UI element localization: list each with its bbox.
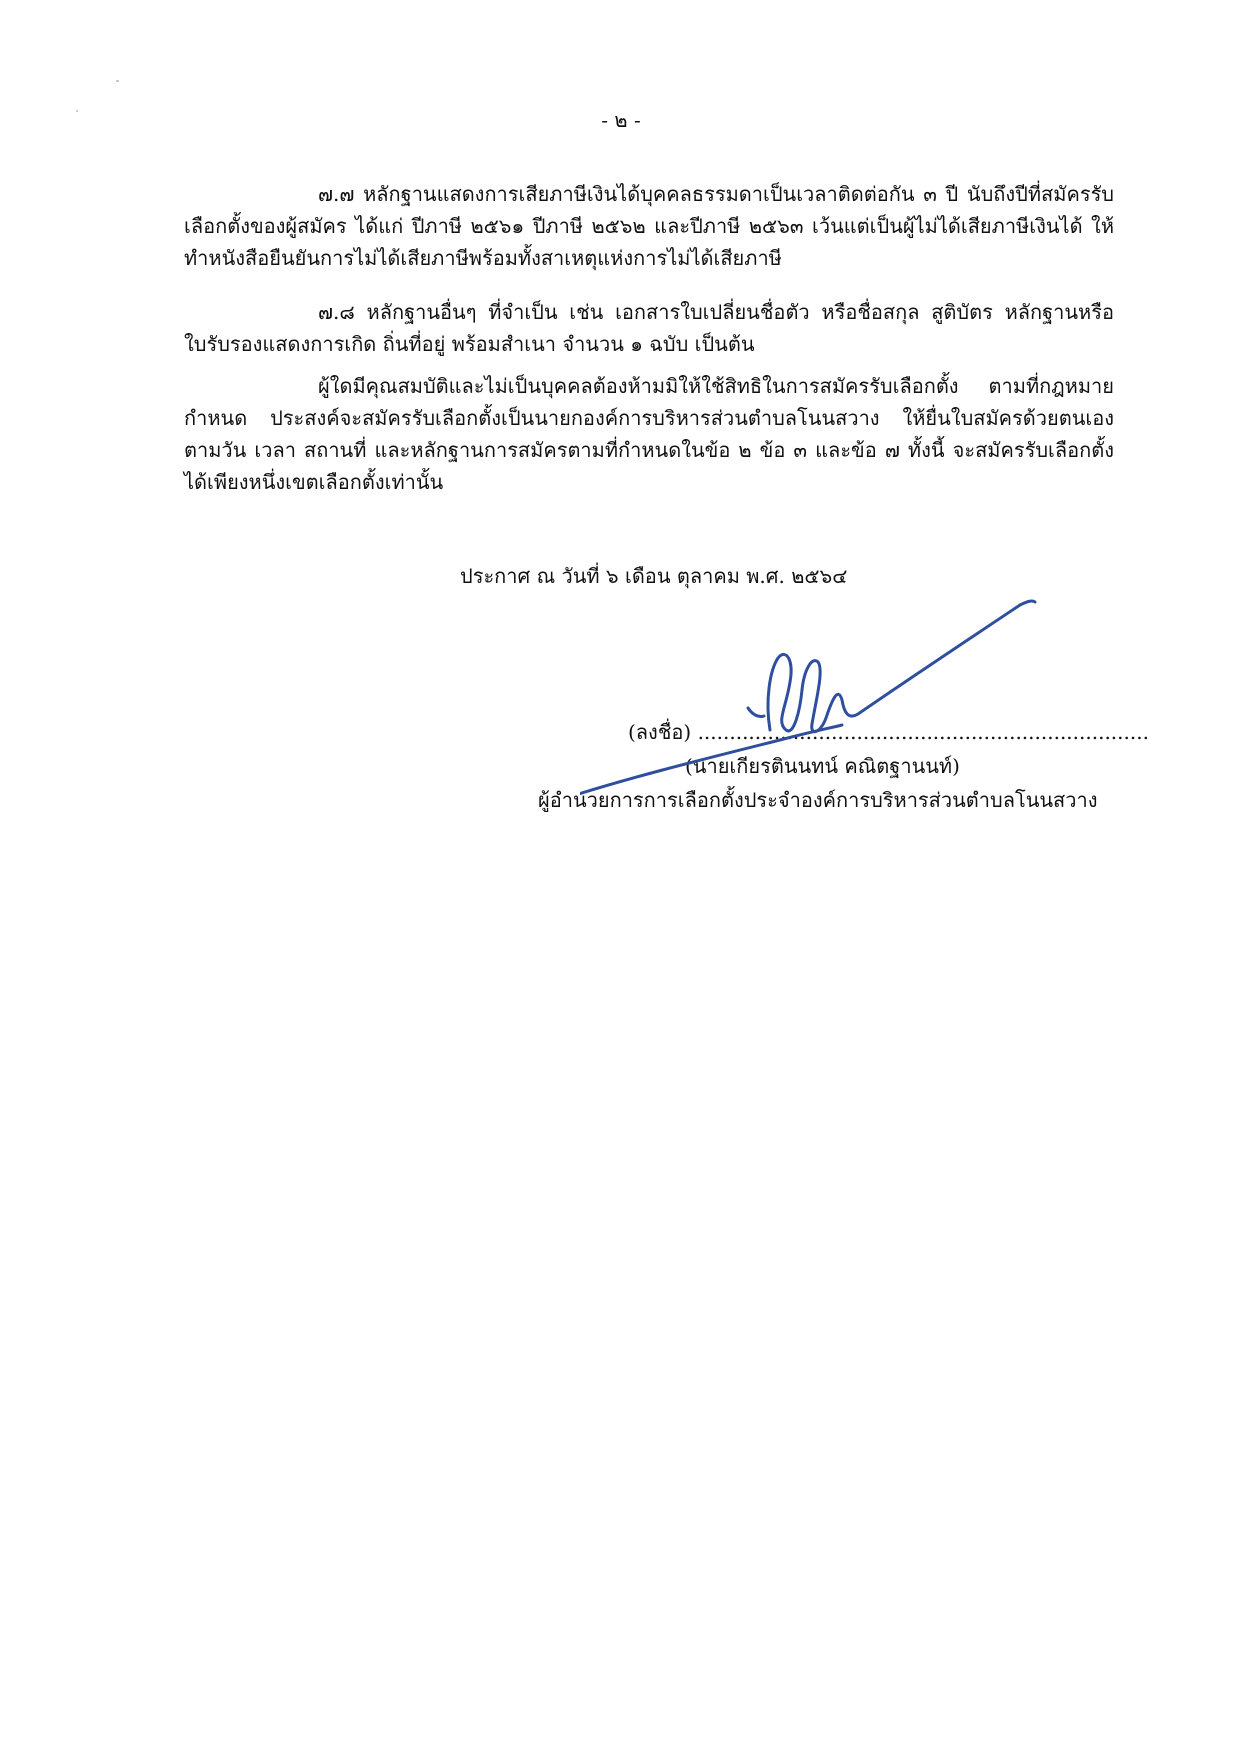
- handwritten-signature: [580, 590, 1040, 820]
- scan-speck: [116, 80, 119, 82]
- scan-speck: [76, 110, 78, 112]
- eligibility-paragraph-block: [184, 370, 1114, 498]
- paragraph-7-7-block: [184, 178, 1114, 274]
- paragraph-7-7: ๗.๗ หลักฐานแสดงการเสียภาษีเงินได้บุคคลธรรมดาเป็นเวลาติดต่อกัน ๓ ปี นับถึงปีที่สมัครรับเลือกตั้งของผู้สมัคร ได้แก่ ปีภาษี ๒๕๖๑ ปีภาษี ๒๕๖๒ และปีภาษี ๒๕๖๓ เว้นแต่เป็นผู้ไม่ได้เสียภาษีเงินได้ ให้ทำหนังสือยืนยันการไม่ได้เสียภาษีพร้อมทั้งสาเหตุแห่งการไม่ได้เสียภาษี: [184, 182, 1114, 270]
- signer-position: ผู้อำนวยการการเลือกตั้งประจำองค์การบริหารส่วนตำบลโนนสวาง: [538, 788, 1098, 812]
- page-number: - ๒ -: [601, 108, 641, 132]
- announcement-date: ประกาศ ณ วันที่ ๖ เดือน ตุลาคม พ.ศ. ๒๕๖๔: [460, 564, 848, 588]
- sign-label: (ลงชื่อ) .......................................................................: [628, 720, 1149, 744]
- signer-name: (นายเกียรตินนทน์ คณิตฐานนท์): [685, 754, 960, 778]
- paragraph-7-8: ๗.๘ หลักฐานอื่นๆ ที่จำเป็น เช่น เอกสารใบเปลี่ยนชื่อตัว หรือชื่อสกุล สูติบัตร หลักฐานหรือใบรับรองแสดงการเกิด ถิ่นที่อยู่ พร้อมสำเนา จำนวน ๑ ฉบับ เป็นต้น: [184, 300, 1114, 356]
- eligibility-paragraph: ผู้ใดมีคุณสมบัติและไม่เป็นบุคคลต้องห้ามมิให้ใช้สิทธิในการสมัครรับเลือกตั้ง ตามที่กฎหมายกำหนด ประสงค์จะสมัครรับเลือกตั้งเป็นนายกองค์การบริหารส่วนตำบลโนนสวาง ให้ยื่นใบสมัครด้วยตนเอง ตามวัน เวลา สถานที่ และหลักฐานการสมัครตามที่กำหนดในข้อ ๒ ข้อ ๓ และข้อ ๗ ทั้งนี้ จะสมัครรับเลือกตั้งได้เพียงหนึ่งเขตเลือกตั้งเท่านั้น: [184, 374, 1114, 494]
- paragraph-7-8-block: [184, 296, 1114, 360]
